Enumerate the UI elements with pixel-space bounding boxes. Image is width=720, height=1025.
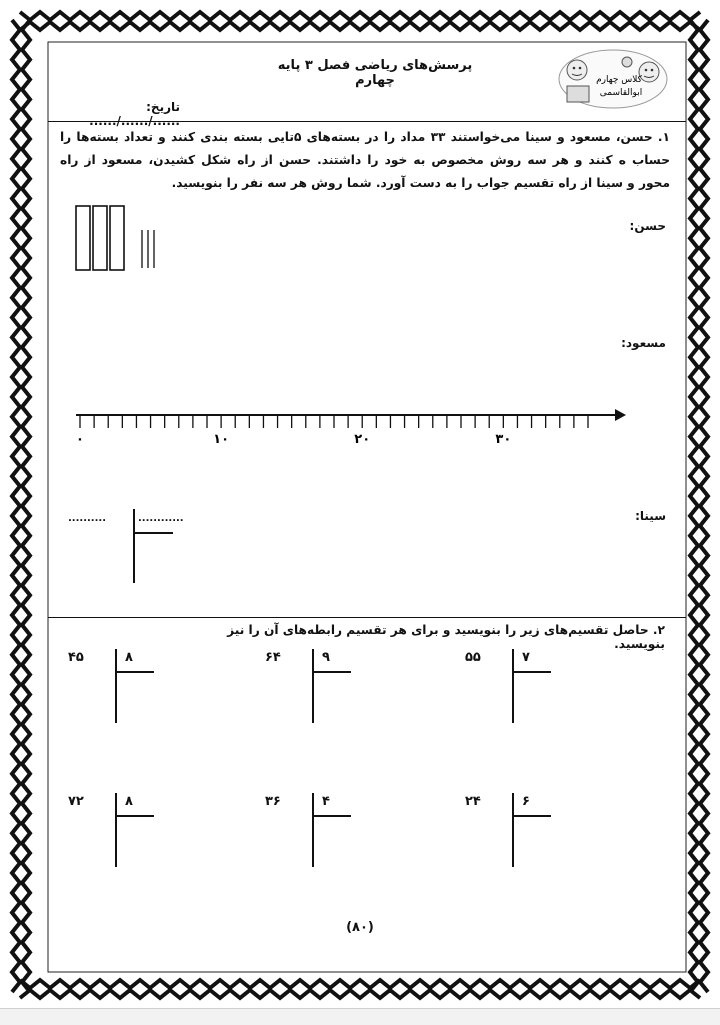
book-icon <box>567 86 589 102</box>
divisor: ۷ <box>522 650 530 665</box>
divisor: ۸ <box>125 794 133 809</box>
ten-bar <box>76 206 90 270</box>
number-line-label: ۳۰ <box>495 432 512 447</box>
zigzag-segment <box>690 20 698 992</box>
divisor: ۶ <box>522 794 530 809</box>
dividend: ۴۵ <box>68 650 84 665</box>
date-line: تاریخ: ....../....../...... <box>89 100 180 128</box>
zigzag-segment <box>22 20 30 992</box>
ten-bar <box>110 206 124 270</box>
masoud-label: مسعود: <box>621 336 666 350</box>
zigzag-segment <box>20 990 700 998</box>
division-bracket <box>511 647 571 727</box>
sina-label: سینا: <box>635 509 666 523</box>
number-line <box>70 400 630 460</box>
ten-bar <box>93 206 107 270</box>
division-bracket <box>114 791 174 871</box>
dividend: ۵۵ <box>465 650 481 665</box>
division-bracket <box>114 647 174 727</box>
class-logo <box>557 48 669 110</box>
header-divider <box>48 121 686 122</box>
zigzag-segment <box>20 22 700 30</box>
divisor: ۹ <box>322 650 330 665</box>
zigzag-segment <box>20 980 700 988</box>
worksheet-title: پرسش‌های ریاضی فصل ۳ پایه چهارم <box>277 58 473 88</box>
page-number: (۸۰) <box>346 920 374 935</box>
dividend: ۳۶ <box>265 794 281 809</box>
division-bracket <box>311 791 371 871</box>
question-1-text: ۱. حسن، مسعود و سینا می‌خواستند ۳۳ مداد را در بسته‌های ۵تایی بسته بندی کنند و تعداد بسته‌ها را حساب ه کنند و هر سه روش مخصوص به خود را داشتند. حسن از راه شکل کشیدن، مسعود از راه محور و سینا از راه تقسیم جواب را به دست آورد. شما روش هر سه نفر را بنویسید. <box>60 130 670 190</box>
logo-text-2: ابوالقاسمی <box>599 88 643 98</box>
divisor: ۸ <box>125 650 133 665</box>
number-line-label: ۲۰ <box>354 432 371 447</box>
viewer-bottom-bar <box>0 1008 720 1025</box>
sina-division-bracket <box>125 505 195 587</box>
dividend: ۶۴ <box>265 650 281 665</box>
divisor: ۴ <box>322 794 330 809</box>
section-divider <box>48 617 686 618</box>
hasan-drawing <box>70 200 170 275</box>
zigzag-segment <box>12 20 20 992</box>
child-face-icon <box>567 60 587 80</box>
child-face-icon <box>639 62 659 82</box>
logo-text-1: کلاس چهارم <box>596 75 642 85</box>
dividend: ۲۴ <box>465 794 481 809</box>
hasan-label: حسن: <box>629 219 666 233</box>
division-bracket <box>311 647 371 727</box>
number-line-label: ۰ <box>76 432 84 447</box>
number-line-label: ۱۰ <box>213 432 230 447</box>
sina-blank-left: .......... <box>68 513 106 524</box>
division-bracket <box>511 791 571 871</box>
zigzag-segment <box>20 12 700 20</box>
dividend: ۷۲ <box>68 794 84 809</box>
globe-icon <box>622 57 632 67</box>
question-2-text: ۲. حاصل تقسیم‌های زیر را بنویسید و برای هر تقسیم رابطه‌های آن را نیز بنویسید. <box>227 623 665 651</box>
zigzag-segment <box>700 20 708 992</box>
sina-blank-top: ............ <box>138 513 184 524</box>
arrow-right-icon <box>615 409 626 421</box>
